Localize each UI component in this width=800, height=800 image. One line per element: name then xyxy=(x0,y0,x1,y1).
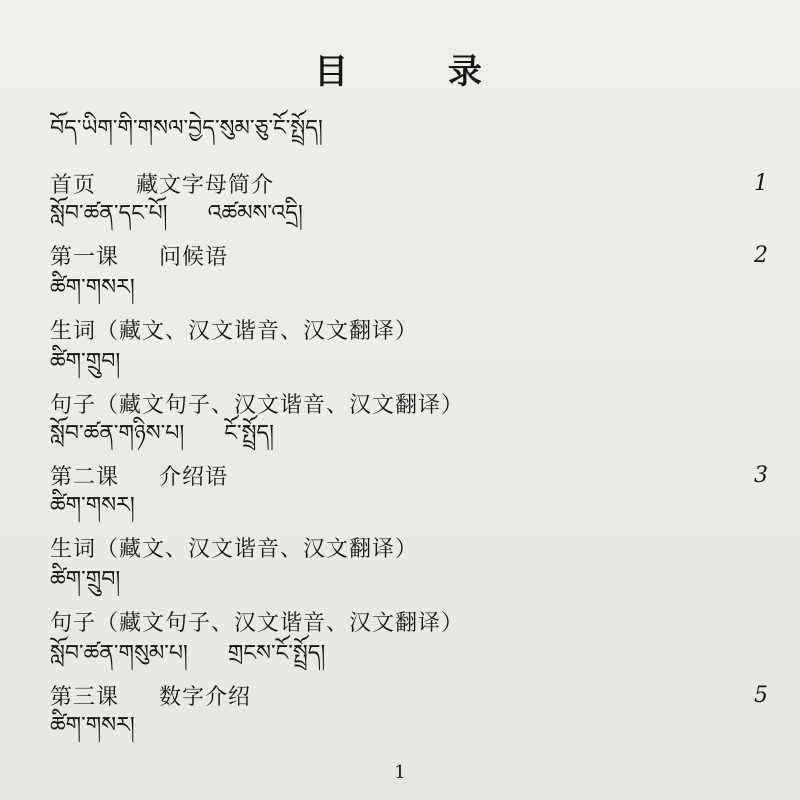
toc-entry-text: སློབ་ཚན་གཉིས་པ། xyxy=(50,421,185,446)
toc-page-number: 1 xyxy=(754,170,768,196)
page-title: 目 录 xyxy=(314,52,526,92)
toc-entry-text: ཚིག་གསར། xyxy=(50,493,135,518)
toc-entry-tibetan xyxy=(50,202,303,236)
toc-page-number: 5 xyxy=(754,682,768,708)
toc-entry-text: གྲངས་ངོ་སྤྲོད། xyxy=(227,641,326,666)
toc-entry-tibetan xyxy=(50,494,135,528)
toc-entry-text: ཚིག་གསར། xyxy=(50,275,135,300)
toc-entry-text: 首页 xyxy=(50,172,97,198)
toc-entry-text: 介绍语 xyxy=(159,464,229,490)
toc-entry-text: 问候语 xyxy=(159,244,229,270)
toc-entry-text: འཚམས་འདྲི། xyxy=(207,201,303,226)
toc-entry-text: 生词（藏文、汉文谐音、汉文翻译） xyxy=(50,536,419,562)
toc-entry-text: 句子（藏文句子、汉文谐音、汉文翻译） xyxy=(50,392,465,418)
toc-entry-text: 第二课 xyxy=(50,464,120,490)
toc-entry-text: བོད་ཡིག་གི་གསལ་བྱེད་སུམ་ཅུ་ངོ་སྤྲོད། xyxy=(50,116,323,141)
page-number: 1 xyxy=(394,762,406,783)
toc-entry-tibetan xyxy=(50,117,323,151)
toc-entry-text: ཚིག་གྲུབ། xyxy=(50,349,121,374)
toc-entry-tibetan xyxy=(50,422,274,456)
toc-entry-tibetan xyxy=(50,568,120,602)
toc-entry-text: 第一课 xyxy=(50,244,120,270)
toc-entry-text: 生词（藏文、汉文谐音、汉文翻译） xyxy=(50,318,419,344)
toc-entry-text: སློབ་ཚན་གསུམ་པ། xyxy=(50,641,188,666)
toc-entry-text: 第三课 xyxy=(50,684,120,710)
toc-entry-text: 藏文字母简介 xyxy=(136,172,275,198)
toc-entry-tibetan xyxy=(50,642,325,676)
toc-entry-text: ཚིག་གྲུབ། xyxy=(50,567,121,592)
toc-entry-text: སློབ་ཚན་དང་པོ། xyxy=(50,201,168,226)
toc-page-number: 3 xyxy=(754,462,768,488)
toc-entry-tibetan xyxy=(50,276,135,310)
toc-entry-tibetan xyxy=(50,350,120,384)
toc-entry-text: 数字介绍 xyxy=(159,684,252,710)
toc-page-number: 2 xyxy=(754,242,768,268)
toc-entry-text: ངོ་སྤྲོད། xyxy=(224,421,275,446)
toc-entry-tibetan xyxy=(50,714,135,748)
toc-entry-text: 句子（藏文句子、汉文谐音、汉文翻译） xyxy=(50,610,465,636)
bleed-through-text xyxy=(470,0,800,800)
toc-entry-text: ཚིག་གསར། xyxy=(50,713,135,738)
